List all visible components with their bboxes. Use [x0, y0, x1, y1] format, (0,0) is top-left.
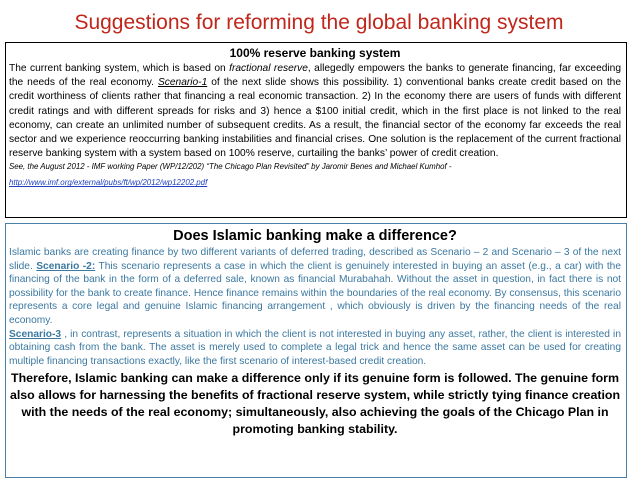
scenario-2-label: Scenario -2:: [36, 260, 96, 272]
slide-title: Suggestions for reforming the global banking system: [74, 11, 564, 34]
imf-paper-link[interactable]: http://www.imf.org/external/pubs/ft/wp/2012/wp12202.pdf: [9, 178, 208, 188]
imf-paper-reference: See, the August 2012 - IMF working Paper (WP/12/202) “The Chicago Plan Revisited” by Jaromir Benes and Michael Kumhof -: [9, 162, 452, 172]
paragraph-text: , in contrast, represents a situation in which the client is not interested in buying any asset, rather, the client is interested in obtaining cash from the bank. The asset is merely used to complete a legal trick and hence the same asset can be used for creating multiple financing transactions exactly, like the first scenario of interest-based credit creation.: [9, 328, 621, 367]
scenario-3-label: Scenario-3: [9, 328, 62, 340]
islamic-banking-paragraph-1: [9, 246, 621, 328]
conclusion-text: Therefore, Islamic banking can make a difference only if its genuine form is followed. The genuine form also allows for harnessing the benefits of fractional reserve system, while strictly tying finance creation with the needs of the real economy; simultaneously, also achieving the goals of the Chicago Plan in promoting banking stability.: [9, 371, 621, 437]
islamic-banking-heading: Does Islamic banking make a difference?: [173, 228, 457, 244]
paragraph-text: The current banking system, which is based on: [9, 63, 230, 74]
paragraph-text: Islamic banks are creating finance by two different variants of deferred trading, described as Scenario – 2 and Scenario – 3 of the next slide.: [9, 247, 621, 272]
reserve-banking-paragraph: [9, 62, 621, 161]
paragraph-text: of the next slide shows this possibility. 1) conventional banks create credit based on the credit worthiness of clients rather that financing a real economic transaction. 2) In the economy there are users of funds with different credit ratings and with different spreads for risks and 3) hence a $100 initial credit, which in the first place is not linked to the real economy, can create an unlimited number of subsequent credits. As a result, the financial sector of the economy far exceeds the real sector and we experience reoccurring banking instabilities and financial crises. One solution is the replacement of the current fractional reserve banking system with a system based on 100% reserve, curtailing the banks’ power of credit creation.: [9, 77, 621, 160]
reserve-banking-heading: 100% reserve banking system: [229, 46, 401, 60]
scenario-1-reference: Scenario-1: [157, 77, 208, 89]
fractional-reserve-term: fractional reserve: [229, 63, 308, 74]
islamic-banking-box: [5, 223, 627, 478]
reserve-banking-box: [5, 42, 627, 218]
paragraph-text: , allegedly empowers the banks to generate financing, far exceeding the needs of the real economy.: [9, 63, 621, 89]
paragraph-text: This scenario represents a case in which the client is genuinely interested in buying an asset (e.g., a car) with the financing of the bank in the form of a deferred sale, known as financial Murabahah. Without the asset in question, in fact there is not possibility for the bank to create finance. Hence finance remains within the boundaries of the real economy. By consensus, this scenario represents a core legal and genuine Islamic financing arrangement , which obviously is driven by the financing needs of the real economy.: [9, 260, 621, 326]
islamic-banking-paragraph-2: [9, 328, 621, 369]
